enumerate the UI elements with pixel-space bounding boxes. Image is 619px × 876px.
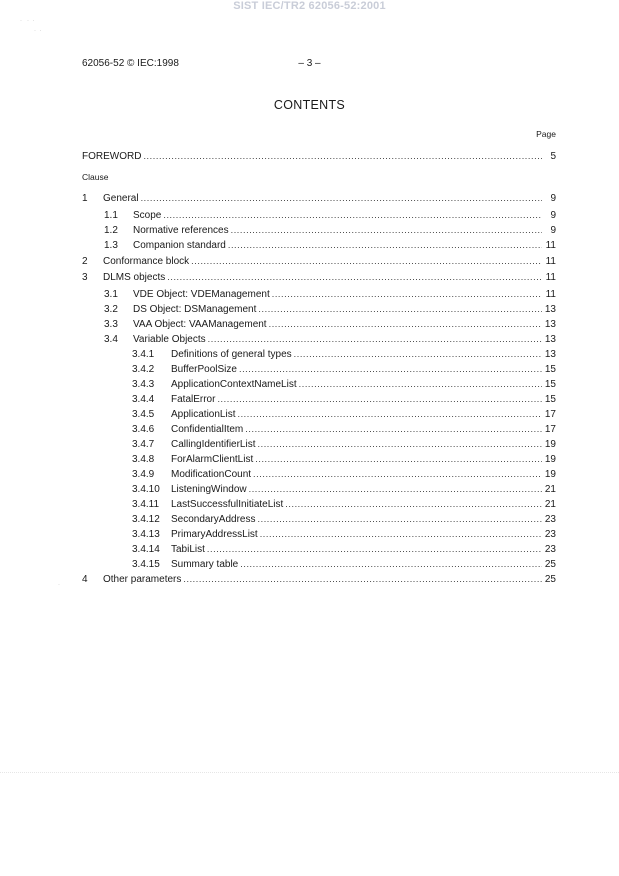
toc-entry-page: 13 (544, 349, 556, 360)
toc-leader-dots (260, 527, 542, 542)
page-title: CONTENTS (273, 98, 346, 112)
toc-entry-number: 4 (82, 574, 88, 585)
toc-entry[interactable] (132, 407, 556, 421)
toc-entry-title: DS Object: DSManagement (133, 304, 257, 315)
toc-entry[interactable] (132, 452, 556, 466)
toc-leader-dots (249, 482, 542, 497)
toc-entry[interactable] (132, 422, 556, 436)
toc-entry-number: 3.4.14 (132, 544, 160, 555)
toc-entry-page: 13 (544, 334, 556, 345)
toc-entry[interactable] (104, 317, 556, 331)
toc-leader-dots (299, 377, 542, 392)
toc-entry-page: 11 (545, 272, 556, 283)
toc-entry-title: Conformance block (103, 256, 190, 267)
toc-entry-number: 3.4.11 (132, 499, 160, 510)
toc-entry-page: 13 (544, 319, 556, 330)
toc-leader-dots (141, 191, 542, 206)
toc-entry-number: 3.4.15 (132, 559, 160, 570)
toc-entry-number: 3.4.5 (132, 409, 155, 420)
toc-entry-number: 3.4.10 (132, 484, 160, 495)
toc-entry-page: 15 (544, 394, 556, 405)
toc-entry-number: 3.3 (104, 319, 118, 330)
toc-entry[interactable] (132, 392, 556, 406)
toc-entry-number: 3.4.2 (132, 364, 155, 375)
toc-leader-dots (272, 287, 542, 302)
toc-entry-number: 3.4.12 (132, 514, 160, 525)
toc-entry-page: 9 (550, 210, 556, 221)
toc-entry-number: 3.4.1 (132, 349, 155, 360)
toc-entry-title: PrimaryAddressList (171, 529, 258, 540)
toc-entry-title: SecondaryAddress (171, 514, 256, 525)
toc-entry-title: Companion standard (133, 240, 226, 251)
clause-column-label: Clause (82, 172, 109, 182)
toc-leader-dots (258, 512, 543, 527)
toc-leader-dots (253, 467, 542, 482)
toc-leader-dots (191, 254, 542, 269)
toc-leader-dots (237, 407, 542, 422)
toc-entry-page: 23 (544, 544, 556, 555)
toc-entry[interactable] (132, 362, 556, 376)
toc-entry-page: 11 (545, 256, 556, 267)
toc-entry-page: 21 (544, 499, 556, 510)
toc-entry-number: 1.1 (104, 210, 118, 221)
toc-entry-title: Summary table (171, 559, 239, 570)
scan-noise-line (0, 772, 619, 774)
toc-entry-page: 5 (550, 151, 556, 162)
toc-entry-title: DLMS objects (103, 272, 166, 283)
toc-entry-page: 17 (544, 424, 556, 435)
toc-entry[interactable] (132, 467, 556, 481)
toc-entry[interactable] (132, 347, 556, 361)
toc-entry-number: 3.4.13 (132, 529, 160, 540)
toc-entry-page: 23 (544, 514, 556, 525)
toc-entry[interactable] (132, 542, 556, 556)
toc-entry-title: VDE Object: VDEManagement (133, 289, 270, 300)
toc-entry-title: ListeningWindow (171, 484, 247, 495)
toc-entry-page: 25 (544, 559, 556, 570)
toc-entry-title: ModificationCount (171, 469, 252, 480)
toc-entry[interactable] (104, 302, 556, 316)
toc-entry[interactable] (132, 482, 556, 496)
toc-entry-number: 1 (82, 193, 88, 204)
toc-entry-number: 3.4.8 (132, 454, 155, 465)
toc-entry[interactable] (82, 270, 556, 284)
toc-entry[interactable] (82, 191, 556, 205)
toc-leader-dots (143, 149, 542, 164)
toc-entry[interactable] (82, 149, 556, 163)
scan-speck: · · · (20, 18, 35, 24)
toc-entry[interactable] (132, 377, 556, 391)
toc-entry-page: 15 (544, 379, 556, 390)
toc-entry[interactable] (104, 223, 556, 237)
toc-entry-title: BufferPoolSize (171, 364, 237, 375)
toc-entry-number: 3.1 (104, 289, 118, 300)
toc-entry[interactable] (104, 287, 556, 301)
toc-entry-number: 3.4.9 (132, 469, 155, 480)
toc-entry[interactable] (82, 572, 556, 586)
toc-leader-dots (167, 270, 542, 285)
toc-entry-page: 19 (544, 469, 556, 480)
toc-leader-dots (163, 208, 542, 223)
toc-entry[interactable] (82, 254, 556, 268)
toc-entry-title: Scope (133, 210, 162, 221)
toc-entry-page: 11 (545, 240, 556, 251)
toc-entry[interactable] (104, 238, 556, 252)
toc-entry-title: ApplicationList (171, 409, 236, 420)
toc-leader-dots (255, 452, 542, 467)
toc-entry-number: 2 (82, 256, 88, 267)
toc-leader-dots (239, 362, 542, 377)
header-document-id: 62056-52 © IEC:1998 (82, 58, 179, 69)
toc-entry[interactable] (132, 497, 556, 511)
scan-speck: · (58, 582, 60, 588)
toc-entry-title: ConfidentialItem (171, 424, 244, 435)
scan-speck: · · (34, 28, 42, 34)
toc-entry[interactable] (104, 332, 556, 346)
toc-entry-page: 9 (550, 193, 556, 204)
toc-entry-page: 19 (544, 439, 556, 450)
toc-entry-title: Other parameters (103, 574, 182, 585)
toc-leader-dots (258, 302, 542, 317)
toc-leader-dots (294, 347, 542, 362)
toc-entry-number: 3.2 (104, 304, 118, 315)
toc-leader-dots (245, 422, 542, 437)
toc-leader-dots (269, 317, 542, 332)
toc-entry-title: FatalError (171, 394, 216, 405)
toc-entry-title: Variable Objects (133, 334, 206, 345)
toc-entry-page: 9 (550, 225, 556, 236)
toc-entry-page: 25 (544, 574, 556, 585)
toc-entry[interactable] (132, 437, 556, 451)
toc-entry-number: 1.3 (104, 240, 118, 251)
toc-entry-page: 19 (544, 454, 556, 465)
toc-entry-title: ForAlarmClientList (171, 454, 254, 465)
toc-entry-number: 3.4.6 (132, 424, 155, 435)
toc-entry[interactable] (104, 208, 556, 222)
toc-entry-title: General (103, 193, 139, 204)
toc-leader-dots (240, 557, 542, 572)
toc-entry-page: 21 (544, 484, 556, 495)
watermark: SIST IEC/TR2 62056-52:2001 (233, 0, 386, 12)
toc-leader-dots (217, 392, 542, 407)
toc-entry-title: VAA Object: VAAManagement (133, 319, 267, 330)
toc-entry[interactable] (132, 557, 556, 571)
toc-leader-dots (285, 497, 542, 512)
toc-leader-dots (258, 437, 543, 452)
toc-entry-number: 3.4 (104, 334, 118, 345)
toc-entry-page: 15 (544, 364, 556, 375)
toc-entry-title: Definitions of general types (171, 349, 292, 360)
toc-entry-title: Normative references (133, 225, 229, 236)
toc-entry[interactable] (132, 512, 556, 526)
header-page-number: – 3 – (298, 58, 321, 69)
toc-entry-number: 1.2 (104, 225, 118, 236)
toc-entry-title: ApplicationContextNameList (171, 379, 297, 390)
toc-entry-page: 17 (544, 409, 556, 420)
toc-entry-number: 3 (82, 272, 88, 283)
toc-leader-dots (183, 572, 542, 587)
toc-entry-title: FOREWORD (82, 151, 142, 162)
toc-entry-number: 3.4.4 (132, 394, 155, 405)
toc-entry-page: 23 (544, 529, 556, 540)
page-column-label: Page (536, 129, 556, 139)
toc-leader-dots (208, 332, 542, 347)
toc-leader-dots (231, 223, 542, 238)
toc-entry-number: 3.4.3 (132, 379, 155, 390)
toc-entry[interactable] (132, 527, 556, 541)
toc-entry-title: TabiList (171, 544, 205, 555)
toc-entry-title: LastSuccessfulInitiateList (171, 499, 284, 510)
toc-leader-dots (228, 238, 542, 253)
toc-entry-number: 3.4.7 (132, 439, 155, 450)
toc-leader-dots (207, 542, 542, 557)
toc-entry-page: 13 (544, 304, 556, 315)
toc-entry-page: 11 (545, 289, 556, 300)
toc-entry-title: CallingIdentifierList (171, 439, 256, 450)
